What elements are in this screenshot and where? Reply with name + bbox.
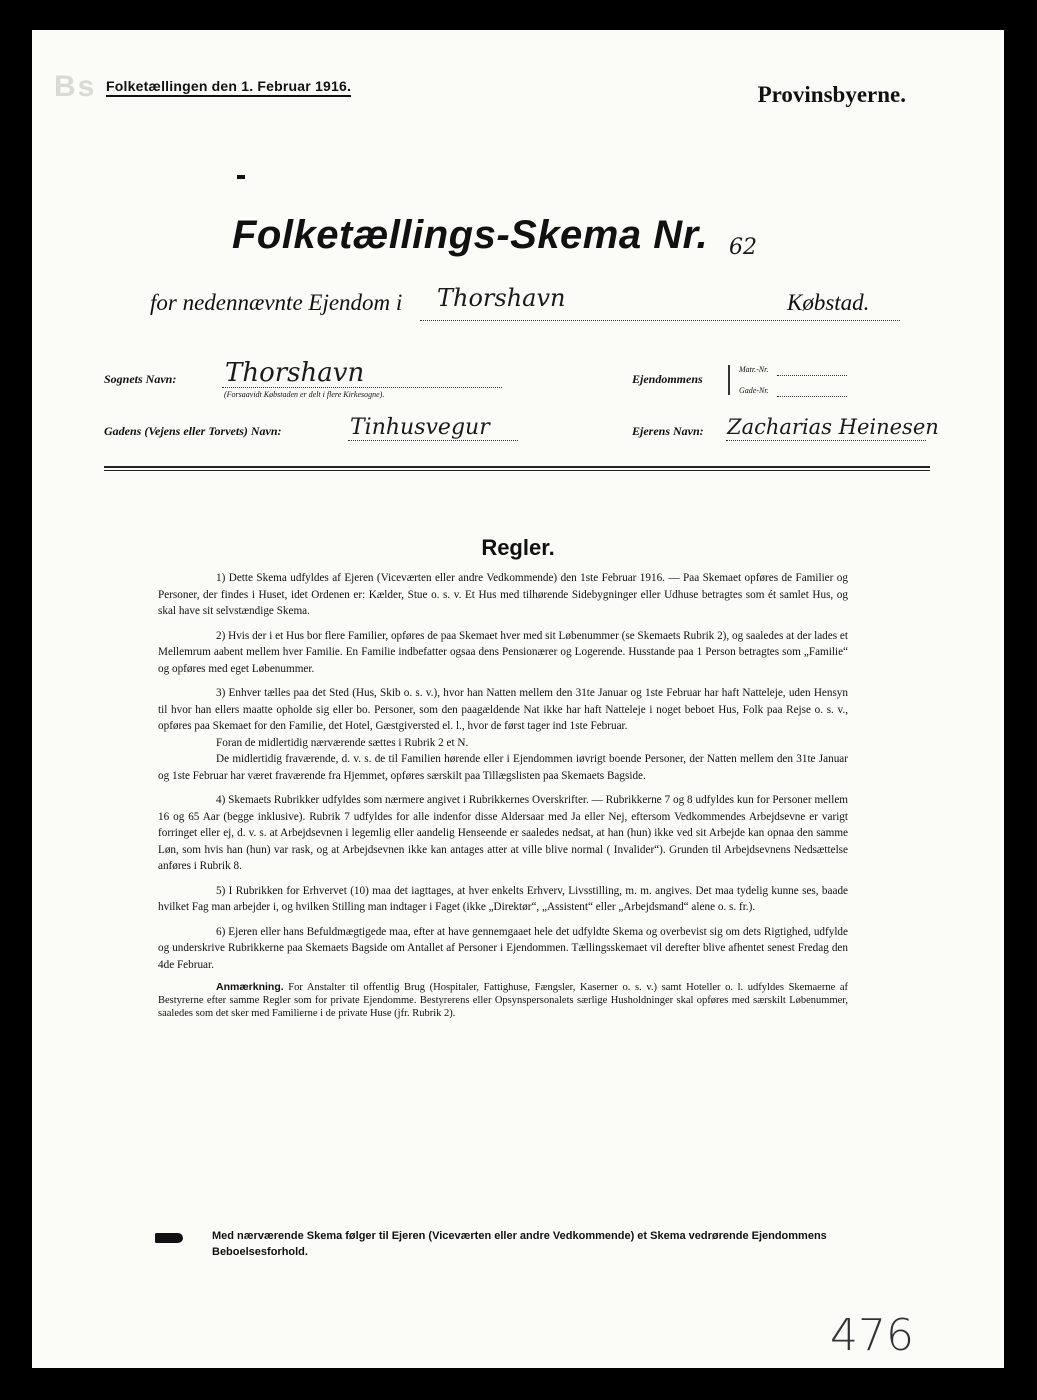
divider-thin xyxy=(104,470,930,471)
city-handwritten: Thorshavn xyxy=(437,284,566,312)
matr-nr-label: Matr.-Nr. xyxy=(739,365,769,374)
property-line-prefix: for nedennævnte Ejendom i xyxy=(150,290,403,315)
parish-note: (Forsaavidt Købstaden er delt i flere Kirkesogne). xyxy=(224,390,385,399)
property-line-dots xyxy=(420,320,900,321)
faded-stamp: Bs xyxy=(54,70,97,103)
parish-handwritten: Thorshavn xyxy=(225,358,365,388)
rule-6: 6) Ejeren eller hans Befuldmægtigede maa, efter at have gennemgaaet hele det udfyldte Skema og overbevist sig om dets Rigtighed, udfylde og underskrive Rubrikkerne paa Skemaets Bagside om Antallet af Personer i Ejendommen. Tællingsskemaet vil derefter blive afhentet senest Fredag den 4de Februar. xyxy=(158,925,848,971)
parish-label: Sognets Navn: xyxy=(104,372,177,386)
rule-3-present: Foran de midlertidig nærværende sættes i Rubrik 2 et N. xyxy=(216,736,469,749)
street-handwritten: Tinhusvegur xyxy=(350,415,490,440)
footer-notice: Med nærværende Skema følger til Ejeren (Viceværten eller andre Vedkommende) et Skema vedrørende Ejendommens Beboelsesforhold. xyxy=(212,1230,827,1258)
divider-thick xyxy=(104,466,930,468)
street-dots xyxy=(348,440,518,441)
property-brace xyxy=(728,365,730,395)
parish-dots xyxy=(222,387,502,388)
rule-3 xyxy=(158,685,848,784)
rule-3-main: 3) Enhver tælles paa det Sted (Hus, Skib o. s. v.), hvor han Natten mellem den 31te Januar og 1ste Februar har haft Natteleje, uden Hensyn til hvor han ellers maatte opholde sig eller bo. Personer, som den paagældende Nat ikke har haft Natteleje i noget beboet Hus, Folk paa Rejse o. s. v., opføres paa Skemaet for den Familie, det Hotel, Gæstgiversted el. l., hvor de først tager ind 1ste Februar. xyxy=(158,687,848,732)
note-label: Anmærkning. xyxy=(216,981,284,993)
note-text: For Anstalter til offentlig Brug (Hospitaler, Fattighuse, Fængsler, Kaserner o. s. v.) samt Hoteller o. l. udfyldes Skemaerne af Bestyrerne efter samme Regler som for private Ejendomme. Bestyrerens eller Opsynspersonalets særlige Husholdninger skal opføres med særskilt Løbenummer, saaledes som det sker med Familierne i de private Huse (jfr. Rubrik 2). xyxy=(158,982,849,1019)
census-form-page xyxy=(32,30,1004,1368)
property-label: Ejendommens xyxy=(632,372,703,386)
rule-5: 5) I Rubrikken for Erhvervet (10) maa det iagttages, at hver enkelts Erhverv, Livsstilling, m. m. angives. Det maa tydelig kunne ses, baade hvilket Fag man arbejder i, og hvilken Stilling man indtager i Faget (ikke „Direktør“, „Assistent“ eller „Arbejdsmand“ alene o. s. fr.). xyxy=(158,884,848,913)
rule-4: 4) Skemaets Rubrikker udfyldes som nærmere angivet i Rubrikkernes Overskrifter. — Rubrikkerne 7 og 8 udfyldes kun for Personer mellem 16 og 65 Aar (begge inklusive). Rubrik 7 udfyldes for alle indenfor disse Aldersaar med Ja eller Nej, eftersom Vedkommendes Arbejdsevne er varigt forringet eller ej, d. v. s. at Arbejdsevnen i legemlig eller aandelig Henseende er saaledes nedsat, at han (hun) ikke ved sit Arbejde kan opnaa den samme Løn, som hvis han (hun) var rask, og at Arbejdsevnen ikke kan antages atter at ville blive normal ( Invalider“). Grunden til Arbejdsevnens Nedsættelse anføres i Rubrik 8. xyxy=(158,794,848,872)
street-label: Gadens (Vejens eller Torvets) Navn: xyxy=(104,424,282,438)
corner-number-handwritten: 476 xyxy=(830,1310,914,1361)
pointing-hand-icon xyxy=(155,1233,183,1243)
form-title: Folketællings-Skema Nr. xyxy=(232,213,709,257)
rules-body xyxy=(158,570,848,1028)
rule-1: 1) Dette Skema udfyldes af Ejeren (Viceværten eller andre Vedkommende) den 1ste Februar 1916. — Paa Skemaet opføres de Familier og Personer, der findes i Huset, idet Ordenen er: Kælder, Stue o. s. v. Et Hus med tilhørende Sidebygninger eller Udhuse betragtes som ét samlet Hus, og skal have sit selvstændige Skema. xyxy=(158,572,848,617)
gade-nr-label: Gade-Nr. xyxy=(739,386,769,395)
form-number-handwritten: 62 xyxy=(729,235,757,260)
rule-2: 2) Hvis der i et Hus bor flere Familier, opføres de paa Skemaet hver med sit Løbenummer (se Skemaets Rubrik 2), og saaledes at der lades et Mellemrum aabent mellem hver Familie. En Familie indbefatter ogsaa dens Pensionærer og Logerende. Husstande paa 1 Person betragtes som „Familie“ og opføres med eget Løbenummer. xyxy=(158,629,848,675)
decorative-dash xyxy=(237,175,245,179)
owner-dots xyxy=(726,440,926,441)
kobstad-label: Købstad. xyxy=(787,290,870,315)
rule-3-absent: De midlertidig fraværende, d. v. s. de til Familien hørende eller i Ejendommen iøvrigt boende Personer, der Natten mellem den 31te Januar og 1ste Februar har været fraværende fra Hjemmet, opføres særskilt paa Tillægslisten paa Skemaets Bagside. xyxy=(158,753,848,782)
rules-note xyxy=(158,981,848,1020)
census-date-header: Folketællingen den 1. Februar 1916. xyxy=(106,78,351,97)
matr-nr-dots xyxy=(777,375,847,376)
owner-handwritten: Zacharias Heinesen xyxy=(727,415,939,439)
rules-title: Regler. xyxy=(481,535,555,560)
region-header: Provinsbyerne. xyxy=(757,82,906,107)
owner-label: Ejerens Navn: xyxy=(632,424,704,438)
gade-nr-dots xyxy=(777,396,847,397)
